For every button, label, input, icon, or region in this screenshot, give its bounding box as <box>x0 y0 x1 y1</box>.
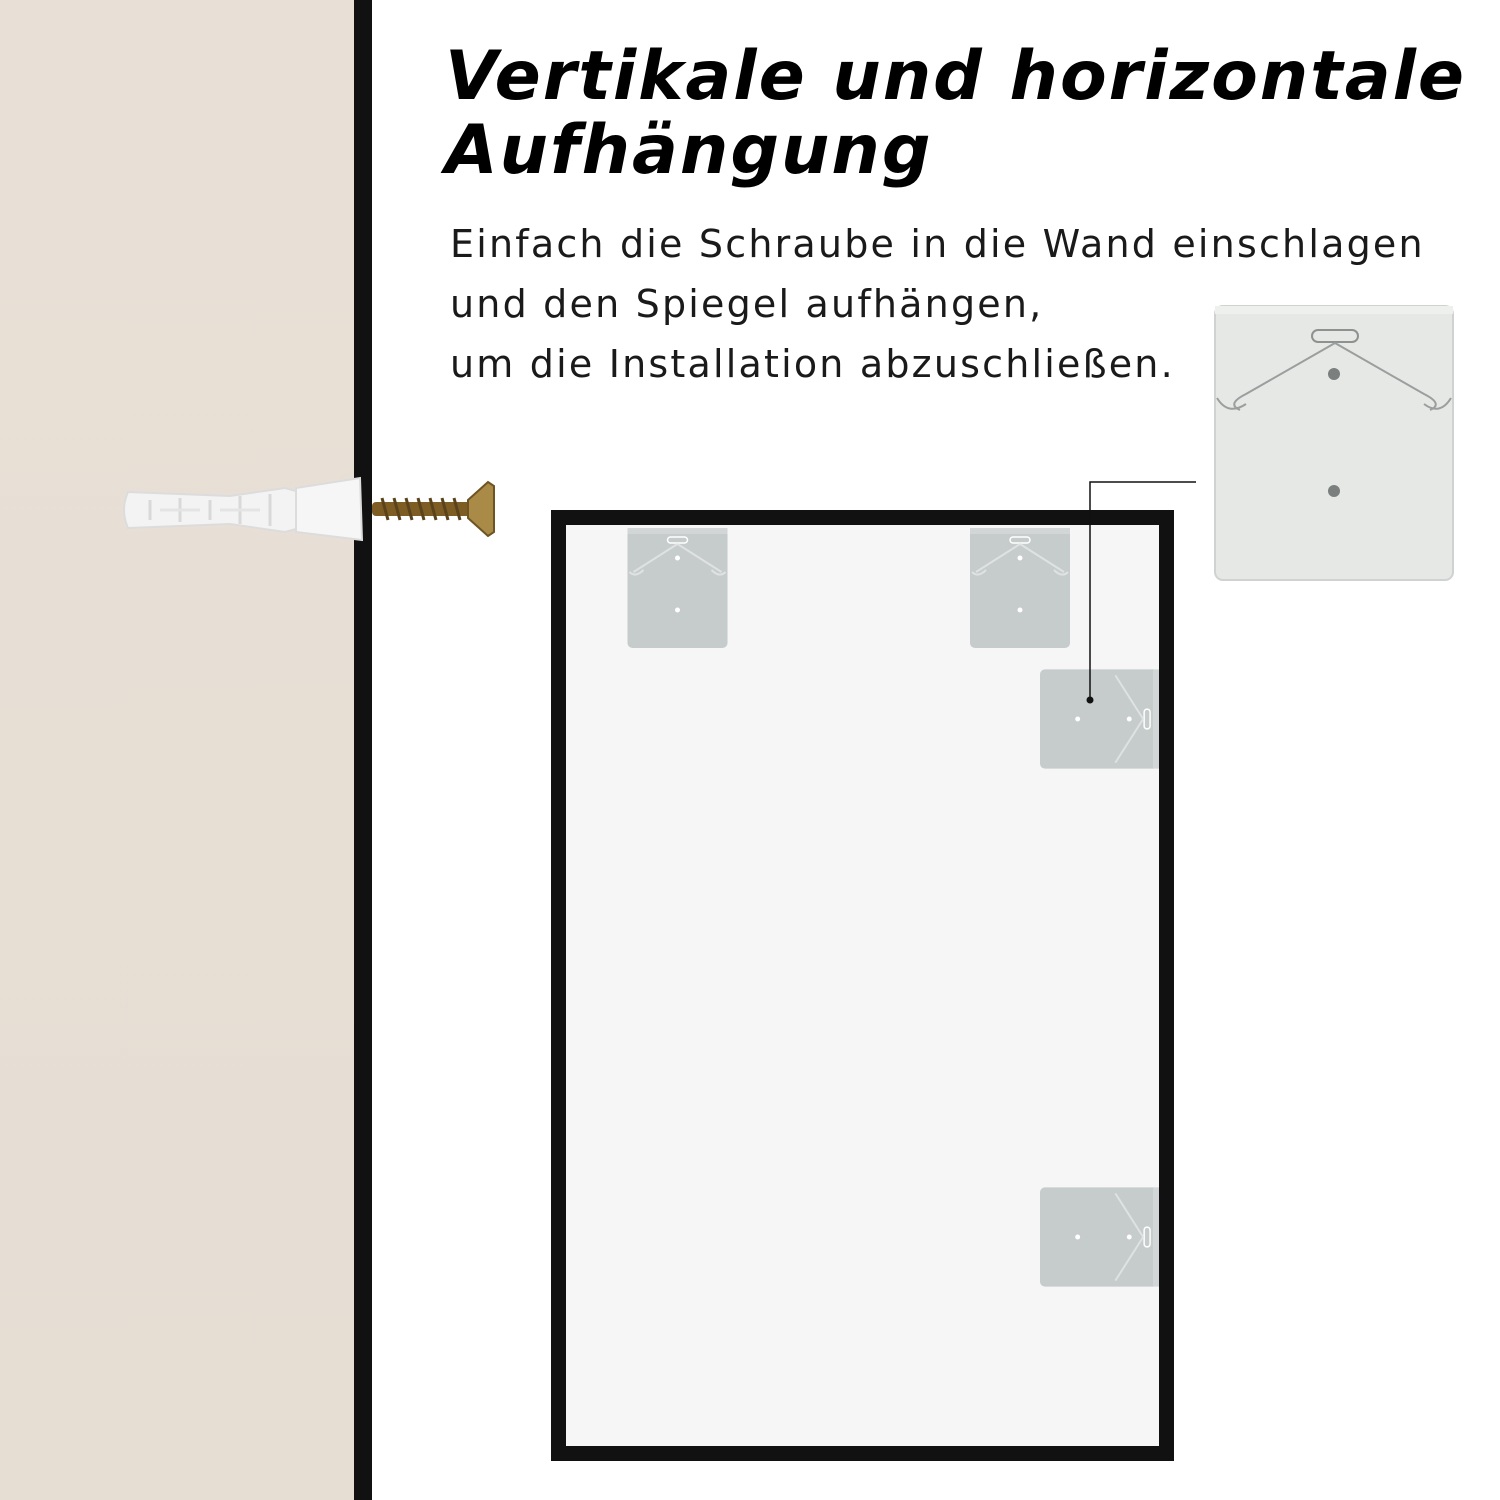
screw-icon <box>372 482 494 536</box>
hanger-plate-icon <box>1040 1187 1159 1286</box>
instruction-line-3: um die Installation abzuschließen. <box>450 342 1175 386</box>
instruction-line-1: Einfach die Schraube in die Wand einschlagen <box>450 222 1425 266</box>
hanger-plate-detail <box>1215 306 1453 580</box>
title-line-1: Vertikale und horizontale <box>445 37 1467 116</box>
hanger-plate-icon <box>970 528 1070 648</box>
wall-plug-icon <box>124 478 362 540</box>
hanger-plate-icon <box>628 528 728 648</box>
instruction-line-2: und den Spiegel aufhängen, <box>450 282 1044 326</box>
title-line-2: Aufhängung <box>445 111 933 190</box>
hanger-plate-icon <box>1040 669 1159 768</box>
